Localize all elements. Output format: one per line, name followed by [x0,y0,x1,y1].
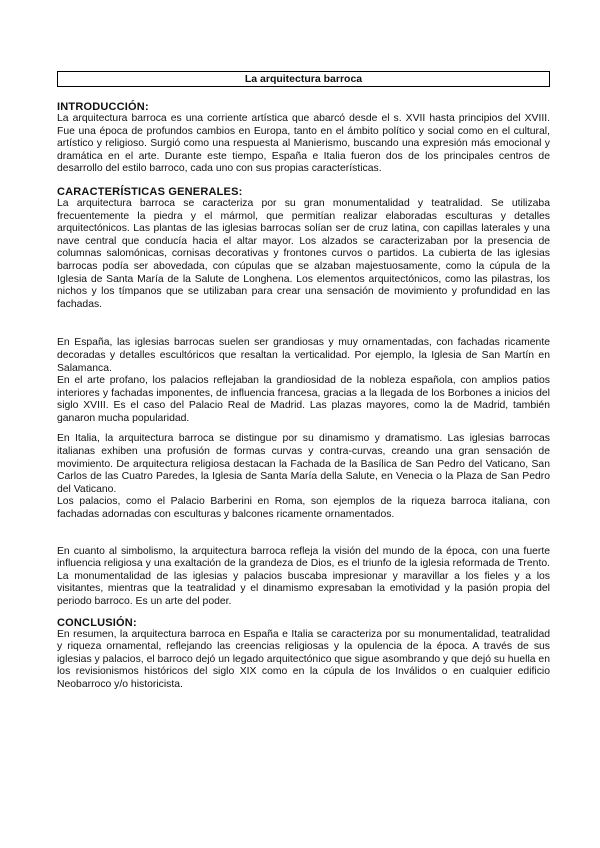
spain-paragraph-1: En España, las iglesias barrocas suelen ser grandiosas y muy ornamentadas, con fachadas ricamente decoradas y detalles escultóricos que resaltan la verticalidad. Por ejemplo, la Iglesia de San Martín en Salamanca. [57,337,550,374]
features-paragraph: La arquitectura barroca se caracteriza por su gran monumentalidad y teatralidad. Se utilizaba frecuentemente la piedra y el mármol, que permitían realizar elaboradas esculturas y detalles arquitectónicos. Las plantas de las iglesias barrocas solían ser de cruz latina, con capillas laterales y una nave central que conducía hacia el altar mayor. Los alzados se caracterizaban por la presencia de columnas salomónicas, cornisas decorativas y frontones curvos o partidos. La cubierta de las iglesias barrocas podía ser abovedada, con cúpulas que se alzaban majestuosamente, como la cúpula de la Iglesia de Santa María de la Salute de Longhena. Los elementos arquitectónicos, como las pilastras, los nichos y los tímpanos que se utilizaban para crear una sensación de movimiento y profundidad en las fachadas. [57,197,550,310]
spacer [57,311,550,337]
features-heading: CARACTERÍSTICAS GENERALES: [57,185,243,198]
italy-paragraph-2: Los palacios, como el Palacio Barberini en Roma, son ejemplos de la riqueza barroca italiana, con fachadas adornadas con esculturas y balcones ricamente ornamentados. [57,496,550,521]
conclusion-paragraph: En resumen, la arquitectura barroca en España e Italia se caracteriza por su monumentalidad, teatralidad y riqueza ornamental, reflejando las creencias religiosas y la opulencia de la época. A través de sus iglesias y palacios, el barroco dejó un legado arquitectónico que sigue asombrando y que dejó su huella en los revisionismos históricos del siglo XIX como en la cúpula de los Inválidos o en cualquier edificio Neobarroco y/o historicista. [57,628,550,690]
spacer [57,176,550,186]
symbolism-paragraph: En cuanto al simbolismo, la arquitectura barroca refleja la visión del mundo de la época, con una fuerte influencia religiosa y una exaltación de la grandeza de Dios, es el triunfo de la iglesia reformada de Trento. La monumentalidad de las iglesias y palacios buscaba impresionar y maravillar a los fieles y a los visitantes, mientras que la teatralidad y el dinamismo expresaban la emotividad y la pasión propia del periodo barroco. Es un arte del poder. [57,545,550,607]
italy-paragraph-1: En Italia, la arquitectura barroca se distingue por su dinamismo y dramatismo. Las iglesias barrocas italianas exhiben una profusión de formas curvas y contra-curvas, creando una gran sensación de movimiento. De arquitectura religiosa destacan la Fachada de la Basílica de San Pedro del Vaticano, San Carlos de las Cuatro Paredes, la Iglesia de Santa María della Salute, en Venecia o la Plaza de San Pedro del Vaticano. [57,433,550,495]
intro-paragraph: La arquitectura barroca es una corriente artística que abarcó desde el s. XVII hasta principios del XVIII. Fue una época de profundos cambios en Europa, tanto en el ámbito político y social como en el cultural, artístico y religioso. Surgió como una respuesta al Manierismo, buscando una expresión más emocional y dramática en el arte. Durante este tiempo, España e Italia fueron dos de los principales centros de desarrollo del estilo barroco, cada uno con sus propias características. [57,113,550,175]
spain-paragraph-2: En el arte profano, los palacios reflejaban la grandiosidad de la nobleza española, con amplios patios interiores y fachadas imponentes, de influencia francesa, gracias a la llegada de los Borbones a inicios del siglo XVIII. Es el caso del Palacio Real de Madrid. Las plazas mayores, como la de Madrid, también ganaron mucha popularidad. [57,375,550,424]
intro-heading: INTRODUCCIÓN: [57,101,149,113]
spacer [57,522,550,546]
conclusion-heading: CONCLUSIÓN: [57,616,137,629]
spacer [57,609,550,617]
document-title: La arquitectura barroca [57,71,550,87]
spacer [57,425,550,433]
document-page [57,71,550,692]
